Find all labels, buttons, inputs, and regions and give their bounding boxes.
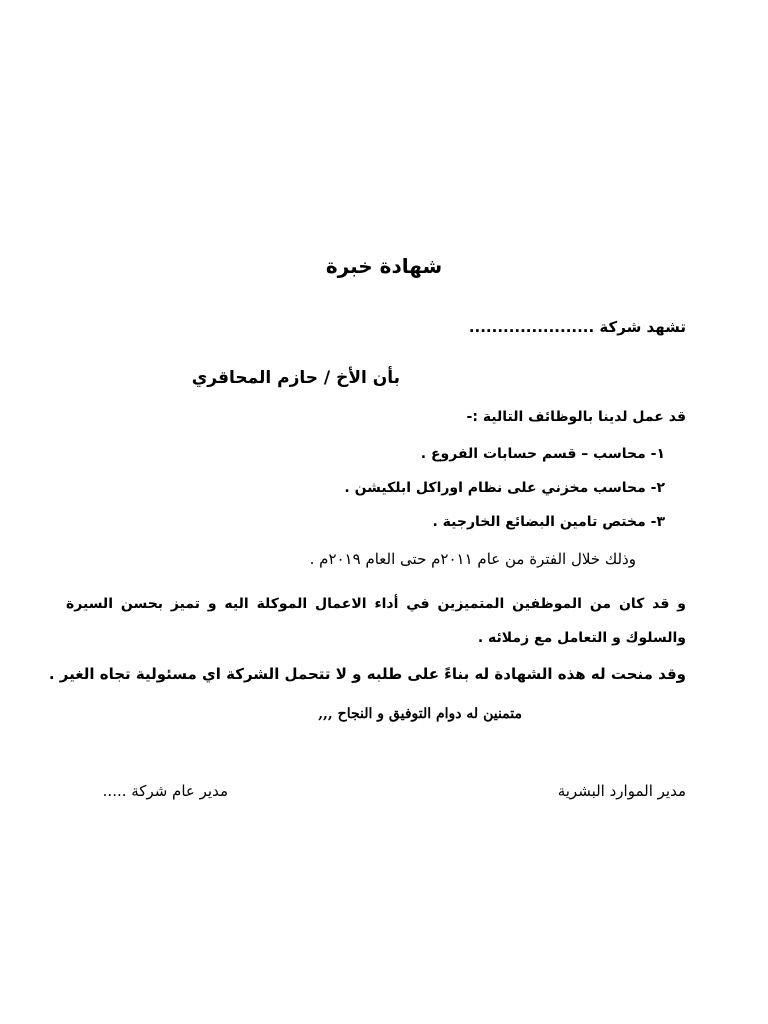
testify-line: تشهد شركة ...................... (468, 318, 686, 336)
praise-line-1: و قد كان من الموظفين المتميزين في أداء الاعمال الموكلة اليه و تميز بحسن السيرة (66, 596, 686, 612)
closing-wishes: متمنين له دوام التوفيق و النجاح ,,, (318, 706, 522, 722)
job-item-2: ٢- محاسب مخزني على نظام اوراكل ابلكيشن . (344, 480, 665, 496)
job-item-1: ١- محاسب – قسم حسابات الفروع . (420, 446, 665, 462)
certificate-title: شهادة خبرة (325, 254, 443, 278)
employee-name-line: بأن الأخ / حازم المحاقري (191, 368, 400, 388)
granted-statement: وقد منحت له هذه الشهادة له بناءً على طلبه و لا تتحمل الشركة اي مسئولية تجاه الغير . (48, 665, 686, 683)
hr-manager-signature: مدير الموارد البشرية (557, 782, 686, 800)
jobs-intro-line: قد عمل لدينا بالوظائف التالية :- (466, 409, 686, 425)
job-item-3: ٣- مختص تامين البضائع الخارجية . (432, 514, 665, 530)
praise-line-2: والسلوك و التعامل مع زملائه . (477, 630, 686, 646)
employment-period-line: وذلك خلال الفترة من عام ٢٠١١م حتى العام ٢٠١٩م . (309, 550, 636, 568)
general-manager-signature: مدير عام شركة ..... (102, 782, 228, 800)
